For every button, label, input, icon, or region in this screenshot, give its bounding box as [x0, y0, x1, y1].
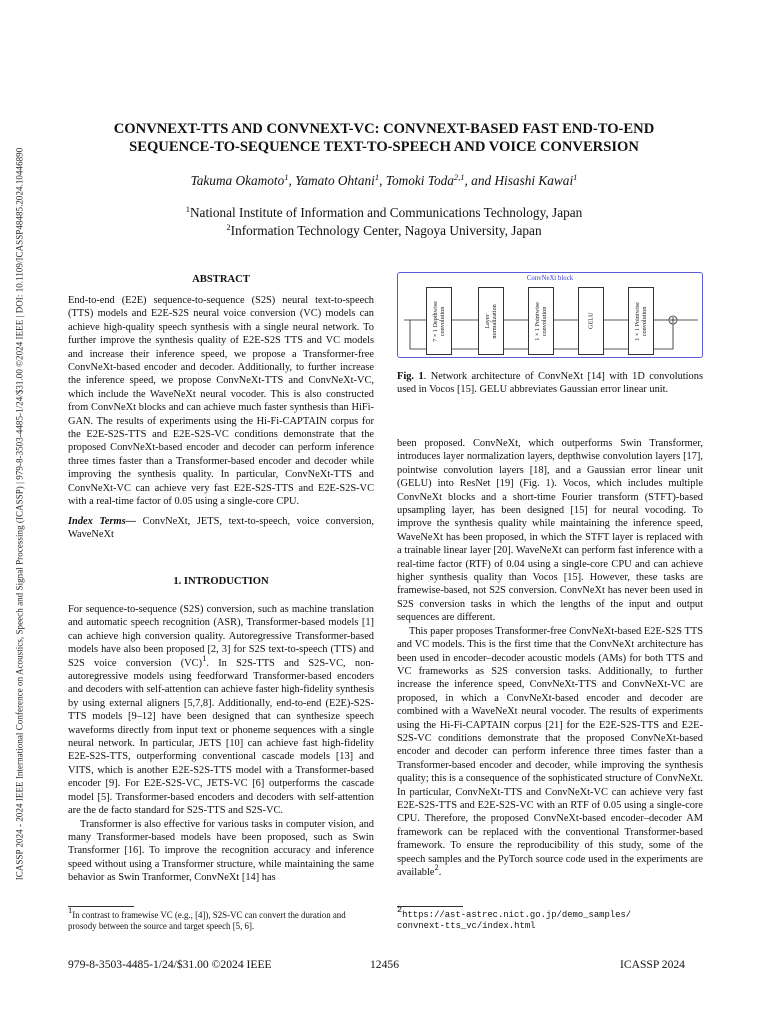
- abstract-text: End-to-end (E2E) sequence-to-sequence (S2S) neural text-to-speech (TTS) models and E2E-S2S neural voice conversion (VC) models can achieve high-quality speech synthesis with a single neural network. To further improve the synthesis quality of E2E-S2S TTS and VC models and increase their inference speed, we propose a Transformer-free ConvNeXt-based encoder and decoder. Additionally, to further increase the inference speed, we propose ConvNeXt-TTS and ConvNeXt-VC, which include the WaveNeXt neural vocoder. This is also constructed from ConvNeXt blocks and can achieve much faster synthesis than HiFi-GAN. The results of experiments using the Hi-Fi-CAPTAIN corpus for the E2E-S2S-TTS and E2E-S2S-VC conditions demonstrate that the proposed ConvNeXt-based encoder and decoder can perform inference three times faster than a Transformer-based encoder and decoder while improving the synthesis quality. In particular, ConvNeXt-TTS and ConvNeXt-VC can achieve very fast E2E-S2S-TTS and E2E-S2S-VC with a real-time factor of 0.05 using a single-core CPU.: [68, 295, 374, 508]
- block-label: 1 × 1 Pointwise convolution: [633, 301, 649, 341]
- block-label: Layer normalization: [483, 303, 498, 339]
- index-terms-label: Index Terms—: [68, 515, 137, 527]
- footer-page-number: 12456: [370, 958, 399, 971]
- footnote-rule-right: [397, 906, 463, 907]
- intro-paragraph-2: Transformer is also effective for various tasks in computer vision, and many Transformer-based models have been proposed, such as Swin Transformer [16]. To improve the recognition accuracy and inference speed without using a Transformer structure, while maintaining the same behavior as Swin Tranformer, ConvNeXt [14] has: [68, 818, 374, 884]
- footnote-2-url-2[interactable]: convnext-tts_vc/index.html: [397, 921, 536, 931]
- caption-label: Fig. 1: [397, 371, 424, 382]
- affiliation-text: National Institute of Information and Communications Technology, Japan: [189, 205, 583, 220]
- gelu-block: [578, 287, 604, 355]
- abstract-heading: ABSTRACT: [192, 274, 250, 285]
- intro-paragraph-1: [68, 603, 374, 818]
- index-terms: [68, 515, 374, 542]
- index-terms-text: ConvNeXt, JETS, text-to-speech, voice conversion, WaveNeXt: [68, 515, 374, 540]
- author-name: Yamato Ohtani: [295, 173, 375, 188]
- author-sup: 2,1: [453, 172, 465, 182]
- depthwise-conv-block: [426, 287, 452, 355]
- footnote-ref-1: 1: [202, 652, 207, 663]
- footnote-1-sup: 1: [68, 905, 73, 915]
- author-sup: 1: [284, 172, 289, 182]
- sidebar-text: ICASSP 2024 - 2024 IEEE International Conference on Acoustics, Speech and Signal Processing (ICASSP) | 979-8-3503-4485-1/24/$31.00 ©2024 IEEE | DOI: 10.1109/ICASSP48485.2024.10446890: [14, 147, 24, 880]
- figure-title: ConvNeXt block: [526, 275, 574, 282]
- right-column-text: [397, 437, 703, 879]
- layer-norm-block: [478, 287, 504, 355]
- right-p2-end: .: [438, 867, 442, 878]
- figure-convnext-block: [397, 272, 703, 358]
- affiliation-sup: 1: [185, 204, 190, 214]
- footnote-ref-2: 2: [434, 862, 439, 872]
- footnote-1: [68, 905, 374, 932]
- right-p2-text: This paper proposes Transformer-free ConvNeXt-based E2E-S2S TTS and VC models. This is the first time that the ConvNeXt architecture has been used in encoder–decoder acoustic models (AMs) for both TTS and VC frameworks as S2S conversion tasks. Additionally, to further increase the inference speed, ConvNeXt-TTS and ConvNeXt-VC are proposed, in which a ConvNeXt-based encoder and decoder are combined with a WaveNeXt neural vocoder. The results of experiments using the Hi-Fi-CAPTAIN corpus [21] for the E2E-S2S-TTS and E2E-S2S-VC conditions demonstrate that the proposed ConvNeXt-based encoder and decoder can perform inference three times faster than a Transformer-based encoder and decoder, while improving the synthesis quality; this is a consequence of the sophisticated structure of ConvNeXt. In particular, ConvNeXt-TTS and ConvNeXt-VC can achieve very fast E2E-S2S-TTS and E2E-S2S-VC with an RTF of 0.05 using a single-core CPU. Therefore, the proposed ConvNeXt-based encoder–decoder AM framework can be replaced with the conventional Transformer-based framework. To ensure the reproducibility of this study, some of the speech samples and the PyTorch source code used in the experiments are available: [397, 625, 703, 878]
- affiliation-2: [68, 222, 700, 240]
- affiliation-1: [68, 204, 700, 222]
- footnote-2-url-1[interactable]: https://ast-astrec.nict.go.jp/demo_samples/: [402, 910, 632, 920]
- paper-title: [68, 120, 700, 156]
- block-label: GELU: [587, 312, 595, 330]
- affiliation-text: Information Technology Center, Nagoya University, Japan: [230, 223, 542, 238]
- intro-p1-text: For sequence-to-sequence (S2S) conversion, such as machine translation and automatic speech recognition (ASR), Transformer-based models [1] can achieve high conversion quality. Autoregressive Transformer-based models have also been proposed [2, 3] for S2S text-to-speech (TTS) and S2S voice conversion (VC): [68, 604, 374, 669]
- footnote-rule-left: [68, 906, 134, 907]
- block-label: 7 × 1 Depthwise convolution: [431, 300, 446, 342]
- right-paragraph-1: been proposed. ConvNeXt, which outperforms Swin Transformer, introduces layer normalization layers, depthwise convolution layers [17], pointwise convolution layers [18], and a Gaussian error linear unit (GELU) into ResNet [19] (Fig. 1). Vocos, which includes multiple ConvNeXt blocks and a short-time Fourier transform (STFT)-based upsampling layer, has been designed [15] for neural vocoding. To improve the synthesis quality while maintaining the inference speed, WaveNeXt has been proposed, in which the STFT layer is replaced with a trainable linear layer [20]. WaveNeXt can perform fast inference with a real-time factor (RTF) of 0.04 using a single-core CPU and can achieve higher synthesis quality than Vocos [15]. However, these tasks are framewise-based, not S2S conversion. ConvNeXt has never been used in S2S conversion tasks in which the lengths of the input and output sequences are different.: [397, 438, 703, 624]
- sidebar-citation: [12, 96, 26, 931]
- footnote-1-text: In contrast to framewise VC (e.g., [4]), S2S-VC can convert the duration and prosody between the source and target speech [5, 6].: [68, 910, 346, 931]
- affiliations: [68, 204, 700, 240]
- intro-p1-rest: . In S2S-TTS and S2S-VC, non-autoregressive models using feedforward Transformer-based encoders and decoders with self-attention can achieve faster high-fidelity synthesis by using external aligners [5,7,8]. Additionally, end-to-end (E2E)-S2S-TTS models [9–12] have been designed that can synthesize speech waveforms directly from input text or phoneme sequences with a single neural network. In particular, JETS [10] can achieve fast high-fidelity E2E-S2S-TTS, outperforming conventional cascade models [13] and VITS, which is another E2E-S2S-TTS model with a Transformer-based encoder [9]. For E2E-S2S-VC, JETS-VC [6] outperforms the cascade model [5]. Transformer-based encoders and decoders with self-attention are the de facto standard for S2S-TTS and S2S-VC.: [68, 657, 374, 817]
- author-sep: , and: [464, 173, 495, 188]
- right-paragraph-2: [397, 625, 703, 880]
- author-sup: 1: [374, 172, 380, 182]
- affiliation-sup: 2: [226, 222, 231, 232]
- abstract-block: [68, 294, 374, 541]
- author-sep: ,: [379, 173, 386, 188]
- author-name: Hisashi Kawai: [494, 173, 574, 188]
- author-sup: 1: [573, 172, 578, 182]
- author-list: [68, 173, 700, 189]
- pointwise-conv-block-1: [528, 287, 554, 355]
- intro-heading: 1. INTRODUCTION: [173, 576, 269, 587]
- figure-caption: [397, 370, 703, 396]
- footnote-2: [397, 905, 703, 932]
- footnote-2-sup: 2: [397, 905, 403, 915]
- block-label: 1 × 1 Pointwise convolution: [533, 301, 549, 341]
- pointwise-conv-block-2: [628, 287, 654, 355]
- footer-conference: ICASSP 2024: [620, 958, 685, 971]
- footer-copyright: 979-8-3503-4485-1/24/$31.00 ©2024 IEEE: [68, 958, 272, 971]
- author-name: Tomoki Toda: [385, 173, 454, 188]
- author-sep: ,: [288, 173, 296, 188]
- title-line-1: CONVNEXT-TTS AND CONVNEXT-VC: CONVNEXT-BASED FAST END-TO-END: [113, 121, 655, 137]
- footnote-2-line-1: [397, 905, 703, 921]
- title-line-2: SEQUENCE-TO-SEQUENCE TEXT-TO-SPEECH AND VOICE CONVERSION: [129, 139, 639, 155]
- caption-text: . Network architecture of ConvNeXt [14] with 1D convolutions used in Vocos [15]. GELU abbreviates Gaussian error linear unit.: [397, 371, 703, 396]
- author-name: Takuma Okamoto: [190, 173, 285, 188]
- intro-block: [68, 603, 374, 885]
